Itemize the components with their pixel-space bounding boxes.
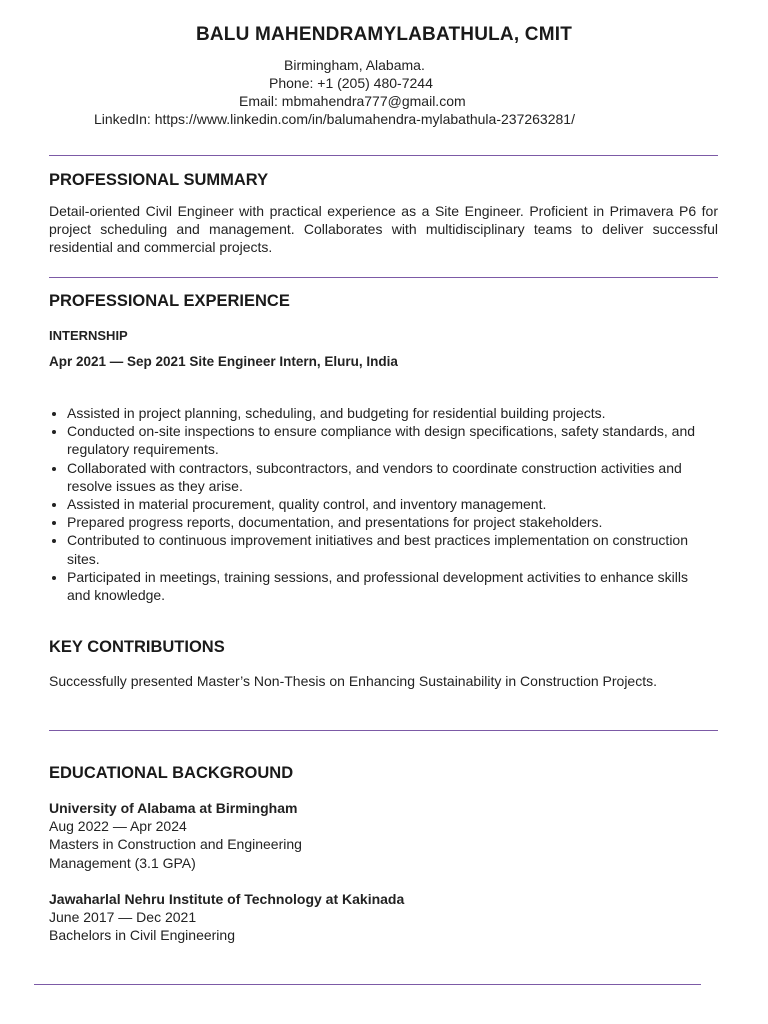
list-item: • Conducted on-site inspections to ensure compliance with design specifications, safety standards, and regulatory requirements. (67, 422, 707, 458)
linkedin-link[interactable]: LinkedIn: https://www.linkedin.com/in/balumahendra-mylabathula-237263281/ (94, 111, 575, 127)
degree: Management (3.1 GPA) (49, 854, 196, 871)
divider (49, 730, 718, 731)
summary-heading: PROFESSIONAL SUMMARY (49, 171, 269, 189)
candidate-name: BALU MAHENDRAMYLABATHULA, CMIT (195, 24, 573, 45)
degree: Bachelors in Civil Engineering (49, 927, 235, 944)
contributions-text: Successfully presented Master’s Non-Thesis on Enhancing Sustainability in Construction Projects. (49, 673, 658, 689)
list-item: • Assisted in material procurement, quality control, and inventory management. (67, 495, 707, 513)
phone: Phone: +1 (205) 480-7244 (269, 75, 433, 91)
experience-subheading: INTERNSHIP (49, 328, 128, 343)
education-dates: Aug 2022 — Apr 2024 (49, 818, 187, 835)
divider (49, 155, 718, 156)
education-entry (49, 890, 404, 945)
list-item: • Participated in meetings, training sessions, and professional development activities to enhance skills and knowledge. (67, 568, 707, 604)
education-heading: EDUCATIONAL BACKGROUND (49, 764, 294, 782)
list-item: • Contributed to continuous improvement initiatives and best practices implementation on construction sites. (67, 531, 707, 567)
experience-heading: PROFESSIONAL EXPERIENCE (49, 292, 290, 310)
contributions-heading: KEY CONTRIBUTIONS (49, 638, 225, 656)
divider (34, 984, 701, 985)
school-name: University of Alabama at Birmingham (49, 800, 298, 816)
education-dates: June 2017 — Dec 2021 (49, 909, 197, 926)
education-entry (49, 799, 302, 872)
summary-text: Detail-oriented Civil Engineer with practical experience as a Site Engineer. Proficient in Primavera P6 for project scheduling and management. Collaborates with multidisciplinary teams to deliver successful residential and commercial projects. (49, 203, 718, 255)
email: Email: mbmahendra777@gmail.com (239, 93, 466, 109)
responsibilities-list (49, 404, 707, 604)
experience-role: Apr 2021 — Sep 2021 Site Engineer Intern, Eluru, India (49, 354, 398, 369)
list-item: • Assisted in project planning, scheduling, and budgeting for residential building projects. (67, 404, 707, 422)
list-item: • Collaborated with contractors, subcontractors, and vendors to coordinate construction activities and resolve issues as they arise. (67, 459, 707, 495)
school-name: Jawaharlal Nehru Institute of Technology at Kakinada (49, 891, 405, 907)
list-item: • Prepared progress reports, documentation, and presentations for project stakeholders. (67, 513, 707, 531)
location: Birmingham, Alabama. (284, 57, 425, 73)
divider (49, 277, 718, 278)
degree: Masters in Construction and Engineering (49, 836, 302, 853)
